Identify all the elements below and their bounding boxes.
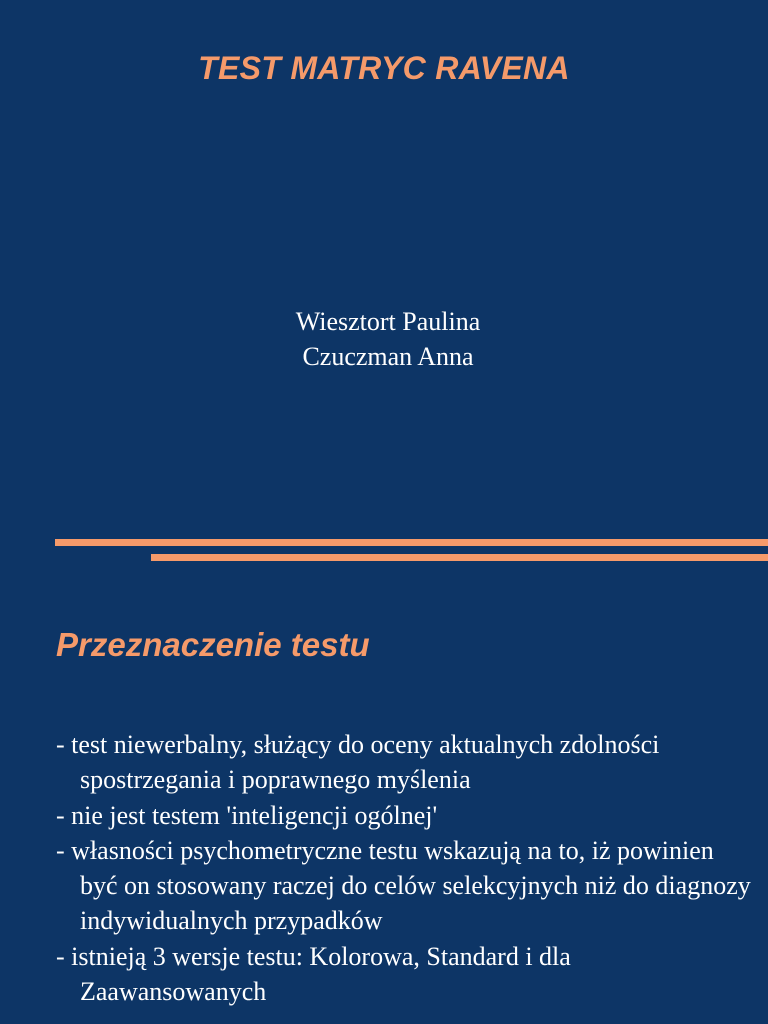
bullet-item: - własności psychometryczne testu wskazują na to, iż powinien być on stosowany raczej do celów selekcyjnych niż do diagnozy indywidualnych przypadków [56, 835, 751, 936]
author-name: Wiesztort Paulina [295, 307, 481, 336]
bullet-item: - istnieją 3 wersje testu: Kolorowa, Standard i dla Zaawansowanych [56, 941, 571, 1007]
accent-divider [55, 539, 768, 546]
bullet-item: - nie jest testem 'inteligencji ogólnej' [56, 800, 438, 830]
section-heading: Przeznaczenie testu [56, 626, 370, 663]
slide-title: TEST MATRYC RAVENA [198, 50, 570, 86]
bullet-list [56, 727, 756, 1009]
bullet-item: - test niewerbalny, służący do oceny aktualnych zdolności spostrzegania i poprawnego myślenia [56, 730, 660, 795]
author-list [0, 304, 768, 374]
accent-divider [151, 554, 768, 561]
author-name: Czuczman Anna [302, 342, 474, 371]
